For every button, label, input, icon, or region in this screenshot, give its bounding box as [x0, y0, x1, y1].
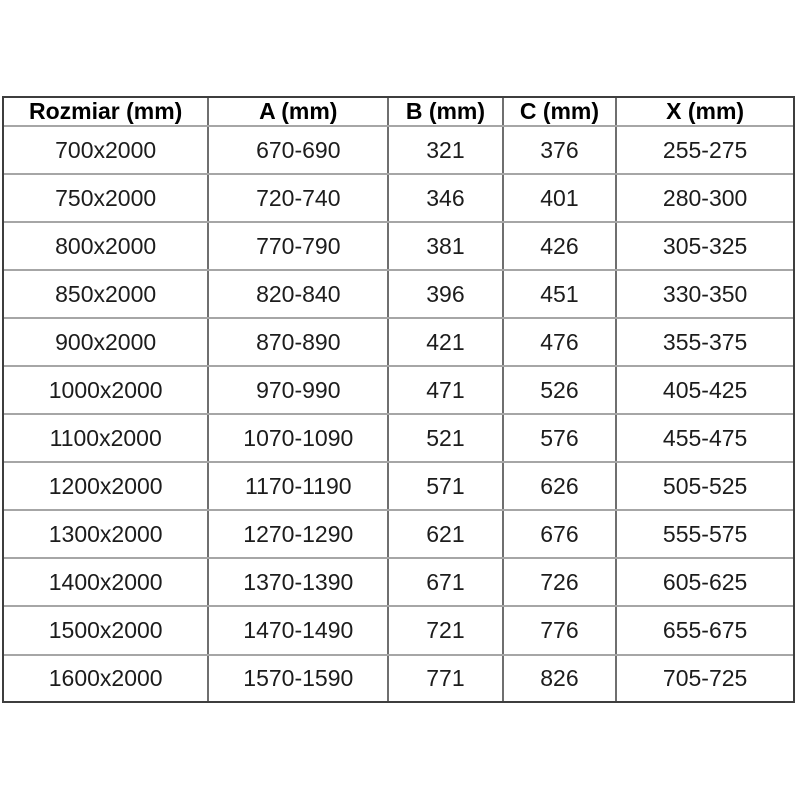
- table-cell: 676: [503, 510, 617, 558]
- table-row: [4, 606, 793, 654]
- table-cell: 405-425: [616, 366, 793, 414]
- table-cell: 826: [503, 655, 617, 701]
- table-cell: 970-990: [208, 366, 388, 414]
- table-cell: 900x2000: [4, 318, 208, 366]
- column-header-rozmiar: Rozmiar (mm): [4, 98, 208, 126]
- table-row: [4, 510, 793, 558]
- table-cell: 621: [388, 510, 502, 558]
- table-cell: 1100x2000: [4, 414, 208, 462]
- table-cell: 1000x2000: [4, 366, 208, 414]
- table-cell: 705-725: [662, 664, 748, 691]
- table-cell: 346: [388, 174, 502, 222]
- table-cell: 1600x2000: [4, 655, 208, 701]
- table-row: [4, 462, 793, 510]
- table-cell: 255-275: [616, 126, 793, 174]
- table-cell: 850x2000: [4, 270, 208, 318]
- table-cell: 426: [503, 222, 617, 270]
- table-cell: 771: [388, 655, 502, 701]
- table-cell: 555-575: [616, 510, 793, 558]
- table-cell: 820-840: [208, 270, 388, 318]
- table-cell: 401: [503, 174, 617, 222]
- table-cell: 355-375: [616, 318, 793, 366]
- table-row: [4, 655, 793, 701]
- table-cell: 321: [388, 126, 502, 174]
- table-row: [4, 270, 793, 318]
- column-header-c: C (mm): [503, 98, 617, 126]
- table-cell: 1500x2000: [4, 606, 208, 654]
- table-cell: 726: [503, 558, 617, 606]
- table-cell: 1570-1590: [208, 655, 388, 701]
- table-header: [4, 98, 793, 126]
- table-row: [4, 174, 793, 222]
- table-cell: 720-740: [208, 174, 388, 222]
- table-cell: 471: [388, 366, 502, 414]
- table-cell: 750x2000: [4, 174, 208, 222]
- table-row: [4, 222, 793, 270]
- table-cell: 721: [388, 606, 502, 654]
- table-cell: 655-675: [616, 606, 793, 654]
- table-cell: 800x2000: [4, 222, 208, 270]
- table-cell: 776: [503, 606, 617, 654]
- table-body: [4, 126, 793, 701]
- size-table-wrapper: [2, 96, 795, 703]
- table-cell: 671: [388, 558, 502, 606]
- table-cell: 1270-1290: [208, 510, 388, 558]
- table-cell: 1400x2000: [4, 558, 208, 606]
- table-cell: 700x2000: [4, 126, 208, 174]
- table-cell: 376: [503, 126, 617, 174]
- table-cell: 571: [388, 462, 502, 510]
- table-cell: 1370-1390: [208, 558, 388, 606]
- table-cell: 280-300: [616, 174, 793, 222]
- table-cell: 576: [503, 414, 617, 462]
- column-header-b: B (mm): [388, 98, 502, 126]
- size-table: [4, 98, 793, 701]
- table-row: [4, 126, 793, 174]
- table-cell: 455-475: [616, 414, 793, 462]
- table-cell: 330-350: [616, 270, 793, 318]
- column-header-a: A (mm): [208, 98, 388, 126]
- table-cell: 505-525: [616, 462, 793, 510]
- table-cell: 381: [388, 222, 502, 270]
- table-cell: 421: [388, 318, 502, 366]
- header-row: [4, 98, 793, 126]
- table-cell: 1200x2000: [4, 462, 208, 510]
- table-cell: 626: [503, 462, 617, 510]
- table-cell: 1070-1090: [208, 414, 388, 462]
- table-cell: 396: [388, 270, 502, 318]
- table-cell: 521: [388, 414, 502, 462]
- table-row: [4, 318, 793, 366]
- table-row: [4, 558, 793, 606]
- table-row: [4, 414, 793, 462]
- table-cell: 1300x2000: [4, 510, 208, 558]
- table-cell: 1170-1190: [208, 462, 388, 510]
- table-cell: 451: [503, 270, 617, 318]
- table-cell: 770-790: [208, 222, 388, 270]
- table-cell: 670-690: [208, 126, 388, 174]
- column-header-x: X (mm): [616, 98, 793, 126]
- table-cell: 305-325: [616, 222, 793, 270]
- table-cell: 476: [503, 318, 617, 366]
- table-cell: 1470-1490: [208, 606, 388, 654]
- table-cell: 605-625: [616, 558, 793, 606]
- table-cell: 870-890: [208, 318, 388, 366]
- table-cell: 526: [503, 366, 617, 414]
- table-row: [4, 366, 793, 414]
